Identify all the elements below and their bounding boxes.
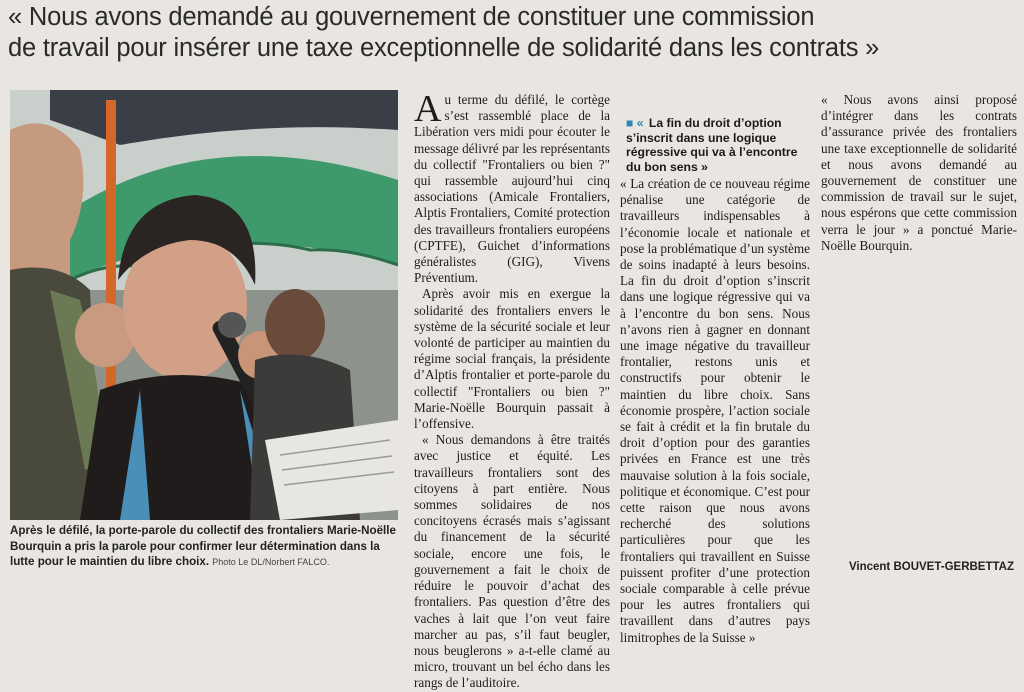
- headline-line-1: « Nous avons demandé au gouvernement de constituer une commission: [8, 3, 815, 31]
- paragraph-3: « Nous demandons à être traités avec justice et équité. Les travailleurs frontaliers sont des citoyens à part entière. Nous sommes solidaires de nos concitoyens écrasés mais s’agissant du financement de la sécurité sociale, encore une fois, le gouvernement a fait le choix de réduire le pouvoir d’achat des frontaliers. Pas question d’être des vaches à lait que l’on veut faire marcher au pas, s’il faut beugler, nous beuglerons » a-t-elle clamé au micro, trouvant un bel écho dans les rangs de l’auditoire.: [414, 432, 610, 691]
- article-column-2: [620, 92, 810, 646]
- author-signature: Vincent BOUVET-GERBETTAZ: [848, 561, 1014, 573]
- paragraph-2: Après avoir mis en exergue la solidarité des frontaliers envers le système de la sécurité sociale et leur volonté de participer au maintien du régime social français, la présidente d’Alptis frontalier et porte-parole du collectif "Frontaliers ou bien ?" Marie-Noëlle Bourquin passait à l’offensive.: [414, 286, 610, 432]
- article-column-3: [821, 92, 1017, 254]
- photo-credit: Photo Le DL/Norbert FALCO.: [212, 557, 330, 567]
- headline-line-2: de travail pour insérer une taxe exceptionnelle de solidarité dans les contrats »: [8, 34, 880, 62]
- subheading: ■ « La fin du droit d’option s’inscrit dans une logique régressive qui va à l’encontre du bon sens »: [626, 116, 798, 174]
- umbrella-pole: [106, 100, 116, 430]
- paragraph-4: « La création de ce nouveau régime pénalise une catégorie de travailleurs indispensables à l’économie locale et nationale et pose la problématique d’un système de soins inadapté à leurs besoins. La fin du droit d’option s’inscrit dans une logique régressive qui va à l’encontre du bon sens. Nous n’avons rien à gagner en donnant une image négative du travailleur frontalier, restons unis et constructifs pour obtenir le maintien du libre choix. Sans économie prospère, l’action sociale se fait à crédit et la fin brutale du droit d’option pour des garanties privées en France est une très mauvaise solution à la fois sociale, politique et économique. C’est pour cette raison que nous avons recherché des solutions particulières pour que les frontaliers qui travaillent en Suisse puissent profiter d’une protection sociale comparable à celle prévue pour les autres frontaliers qui travaillent dans d’autres pays limitrophes de la Suisse »: [620, 176, 810, 645]
- dropcap: A: [414, 88, 442, 130]
- paragraph-1: Au terme du défilé, le cortège s’est rassemblé place de la Libération vers midi pour écouter le message délivré par les représentants du collectif "Frontaliers ou bien ?" qui rassemble aujourd’hui cinq associations (Amicale Frontaliers, Alptis Frontaliers, Comité protection des travailleurs frontaliers européens (CPTFE), Guichet d’informations généralistes (GIG), Vivens Préventium.: [414, 88, 610, 286]
- article-photo: [10, 90, 398, 520]
- headline: [8, 2, 1018, 64]
- photo-illustration: [10, 90, 398, 520]
- bullet-icon: ■ «: [626, 116, 644, 130]
- caption-text: Après le défilé, la porte-parole du collectif des frontaliers Marie-Noëlle Bourquin a pris la parole pour confirmer leur détermination dans la lutte pour le maintien du libre choix.: [10, 524, 396, 568]
- article-body: [414, 88, 610, 692]
- paragraph-5: « Nous avons ainsi proposé d’intégrer dans les contrats d’assurance privée des frontaliers une taxe exceptionnelle de solidarité et nous avons demandé au gouvernement de constituer une commission de travail sur le sujet, nous espérons que cette commission verra le jour » a ponctué Marie-Noëlle Bourquin.: [821, 92, 1017, 253]
- photo-caption: [10, 523, 405, 571]
